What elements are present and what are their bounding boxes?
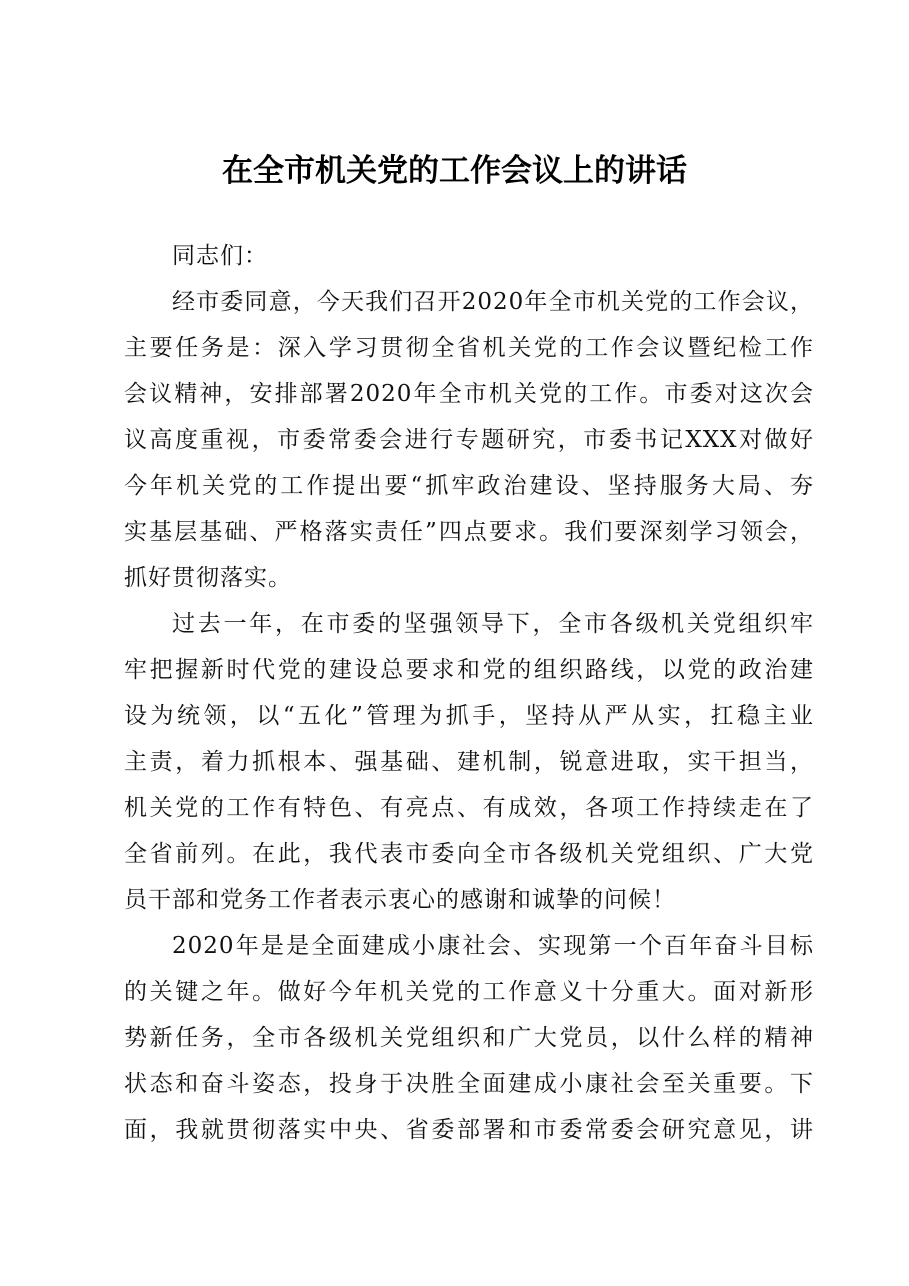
body-line: 牢把握新时代党的建设总要求和党的组织路线，以党的政治建: [124, 657, 814, 683]
body-line: 主责，着力抓根本、强基础、建机制，锐意进取，实干担当，: [124, 749, 814, 775]
body-line: 主要任务是：深入学习贯彻全省机关党的工作会议暨纪检工作: [124, 335, 814, 361]
body-line: 全省前列。在此，我代表市委向全市各级机关党组织、广大党: [124, 841, 814, 867]
body-line: 同志们：: [172, 243, 268, 269]
body-line: 的关键之年。做好今年机关党的工作意义十分重大。面对新形: [124, 979, 814, 1005]
body-line: 2020年是是全面建成小康社会、实现第一个百年奋斗目标: [172, 933, 814, 959]
body-line: 今年机关党的工作提出要“抓牢政治建设、坚持服务大局、夯: [124, 473, 814, 499]
body-line: 会议精神，安排部署2020年全市机关党的工作。市委对这次会: [124, 381, 814, 407]
body-line: 抓好贯彻落实。: [124, 565, 292, 591]
body-line: 面，我就贯彻落实中央、省委部署和市委常委会研究意见，讲: [124, 1117, 814, 1143]
body-line: 经市委同意，今天我们召开2020年全市机关党的工作会议，: [172, 289, 814, 315]
body-line: 状态和奋斗姿态，投身于决胜全面建成小康社会至关重要。下: [124, 1071, 814, 1097]
body-line: 设为统领，以“五化”管理为抓手，坚持从严从实，扛稳主业: [124, 703, 814, 729]
body-line: 过去一年，在市委的坚强领导下，全市各级机关党组织牢: [172, 611, 814, 637]
body-line: 实基层基础、严格落实责任”四点要求。我们要深刻学习领会，: [124, 519, 814, 545]
document-body: [124, 233, 814, 1153]
body-line: 机关党的工作有特色、有亮点、有成效，各项工作持续走在了: [124, 795, 814, 821]
body-line: 议高度重视，市委常委会进行专题研究，市委书记XXX对做好: [124, 427, 814, 453]
body-line: 员干部和党务工作者表示衷心的感谢和诚挚的问候！: [124, 887, 676, 913]
body-line: 势新任务，全市各级机关党组织和广大党员，以什么样的精神: [124, 1025, 814, 1051]
document-title: 在全市机关党的工作会议上的讲话: [222, 153, 687, 189]
